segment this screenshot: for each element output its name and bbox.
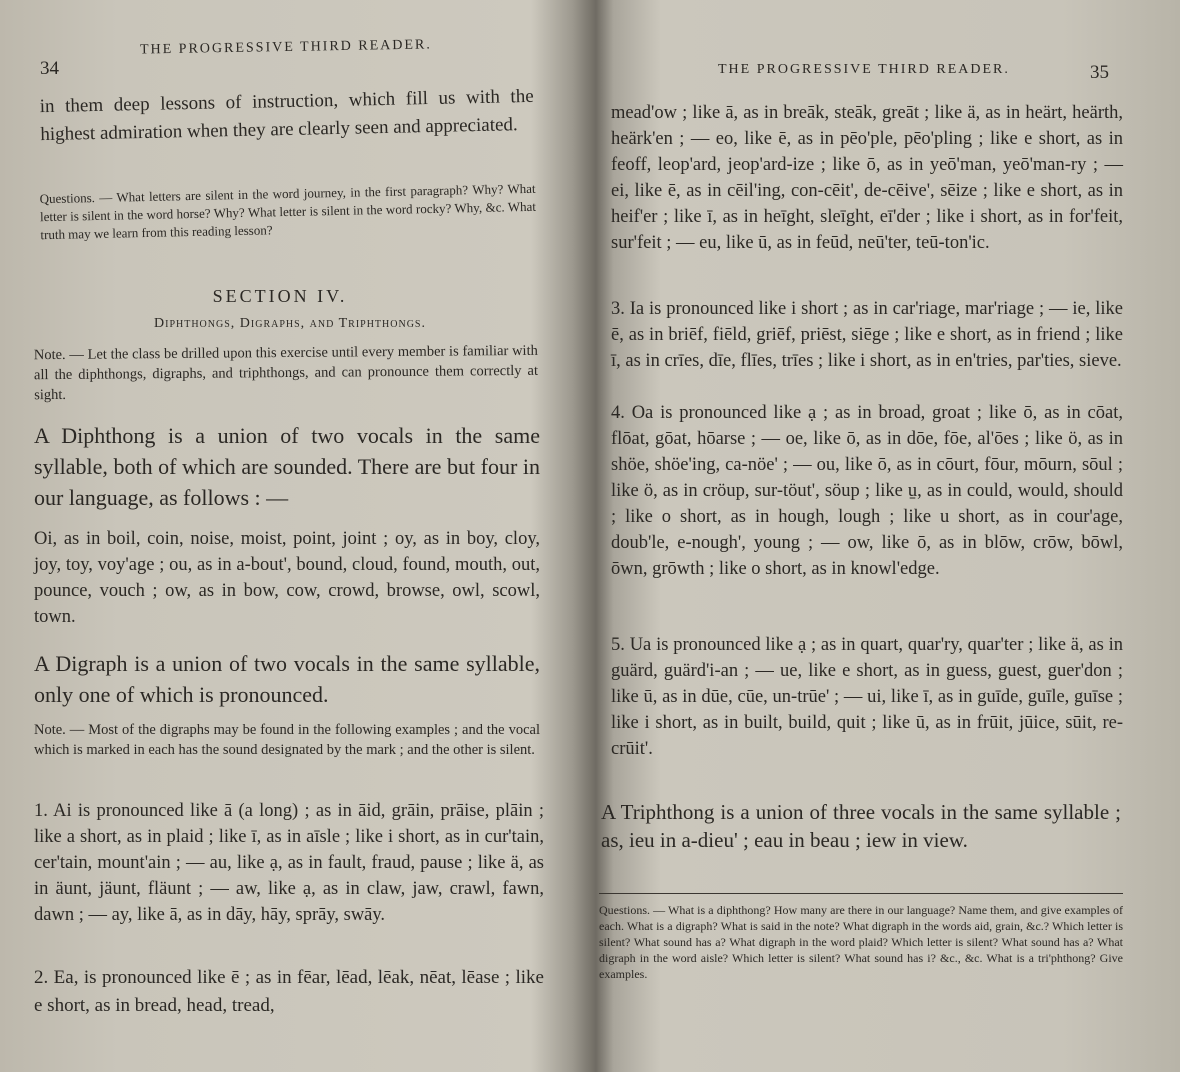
running-head-right: THE PROGRESSIVE THIRD READER. — [718, 62, 1010, 77]
digraph-definition: A Digraph is a union of two vocals in the same syllable, only one of which is pronounced. — [34, 651, 540, 707]
running-head-left: THE PROGRESSIVE THIRD READER. — [139, 37, 432, 58]
note-digraphs: Note. — Most of the digraphs may be found in the following examples ; and the vocal which is marked in each has the sound designated by the mark ; and the other is silent. — [34, 722, 540, 758]
footnote-rule — [599, 893, 1123, 894]
left-page — [0, 0, 560, 1072]
diphthong-examples: Oi, as in boil, coin, noise, moist, point, joint ; oy, as in boy, cloy, joy, toy, voy'age ; ou, as in a-bout', bound, cloud, found, mouth, out, pounce, vouch ; ow, as in bow, cow, crowd, browse, owl, scowl, town. — [34, 529, 540, 627]
page-number-right: 35 — [1090, 62, 1109, 83]
digraph-item-1: 1. Ai is pronounced like ā (a long) ; as in āid, grāin, prāise, plāin ; like a short, as in plaid ; like ī, as in aīsle ; like i short, as in cur'tain, cer'tain, mount'ain ; — au, like ạ, as in fault, fraud, pause ; like ä, as in äunt, jäunt, fläunt ; — aw, like ạ, as in claw, jaw, crawl, fawn, dawn ; — ay, like ā, as in dāy, hāy, sprāy, swāy. — [34, 801, 544, 925]
digraph-item-3: 3. Ia is pronounced like i short ; as in car'riage, mar'riage ; — ie, like ē, as in briēf, fiēld, griēf, priēst, siēge ; like e short, as in friend ; like ī, as in crīes, dīe, flīes, trīes ; like i short, as in en'tries, par'ties, sieve. — [611, 299, 1123, 371]
triphthong-definition: A Triphthong is a union of three vocals in the same syllable ; as, ieu in a-dieu' ; eau in beau ; iew in view. — [601, 800, 1121, 852]
note-drill: Note. — Let the class be drilled upon this exercise until every member is familiar with all the diphthongs, digraphs, and triphthongs, and can pronounce them correctly at sight. — [33, 342, 539, 404]
questions-right: Questions. — What is a diphthong? How many are there in our language? Name them, and give examples of each. What is a digraph? What is said in the note? What digraph in the words aid, grain, &c.? Which letter is silent? What sound has a? What digraph in the word plaid? Which letter is silent? What sound has a? What digraph in the word aisle? Which letter is silent? What sound has i? &c., &c. What is a tri'phthong? Give examples. — [599, 903, 1123, 981]
section-subtitle: Diphthongs, Digraphs, and Triphthongs. — [154, 316, 426, 331]
opening-paragraph: in them deep lessons of instruction, which fill us with the highest admiration when they are clearly seen and appreciated. — [39, 85, 534, 146]
questions-left: Questions. — What letters are silent in the word journey, in the first paragraph? Why? What letter is silent in the word horse? Why? What letter is silent in the word rocky? Why, &c. What truth may we learn from this reading lesson? — [39, 180, 537, 243]
diphthong-definition: A Diphthong is a union of two vocals in the same syllable, both of which are sounded. There are but four in our language, as follows : — — [34, 423, 540, 510]
digraph-item-4: 4. Oa is pronounced like ạ ; as in broad, groat ; like ō, as in cōat, flōat, gōat, hōarse ; — oe, like ō, as in dōe, fōe, al'ōes ; like ö, as in shöe, shöe'ing, ca-nöe' ; — ou, like ō, as in cōurt, fōur, mōurn, sōul ; like ö, as in cröup, sur-töut', söup ; like u̱, as in could, would, should ; like o short, as in hough, lough ; like u short, as in cour'age, doub'le, e-nough', young ; — ow, like ō, as in blōw, crōw, bōwl, ōwn, grōwth ; like o short, as in knowl'edge. — [611, 403, 1123, 579]
digraph-item-2-start: 2. Ea, is pronounced like ē ; as in fēar, lēad, lēak, nēat, lēase ; like e short, as in bread, head, tread, — [34, 967, 544, 1016]
page-number-left: 34 — [40, 58, 59, 79]
digraph-item-2-cont: mead'ow ; like ā, as in breāk, steāk, greāt ; like ä, as in heärt, heärth, heärk'en ; — eo, like ē, as in pēo'ple, pēo'pling ; like e short, as in feoff, leop'ard, jeop'ard-ize ; like ō, as in yeō'man, yeō'man-ry ; — ei, like ē, as in cēil'ing, con-cēit', de-cēive', sēize ; like e short, as in heif'er ; like ī, as in heīght, sleīght, eī'der ; like i short, as in for'feit, sur'feit ; — eu, like ū, as in feūd, neū'ter, teū-ton'ic. — [611, 103, 1123, 253]
section-title: SECTION IV. — [212, 286, 348, 306]
digraph-item-5: 5. Ua is pronounced like ạ ; as in quart, quar'ry, quar'ter ; like ä, as in guärd, guärd'i-an ; — ue, like e short, as in guess, guest, guer'don ; like ū, as in dūe, cūe, un-trūe' ; — ui, like ī, as in guīde, guīle, guīse ; like i short, as in built, build, quit ; like ū, as in frūit, jūice, sūit, re-crūit'. — [611, 635, 1123, 759]
right-page — [575, 0, 1180, 1072]
